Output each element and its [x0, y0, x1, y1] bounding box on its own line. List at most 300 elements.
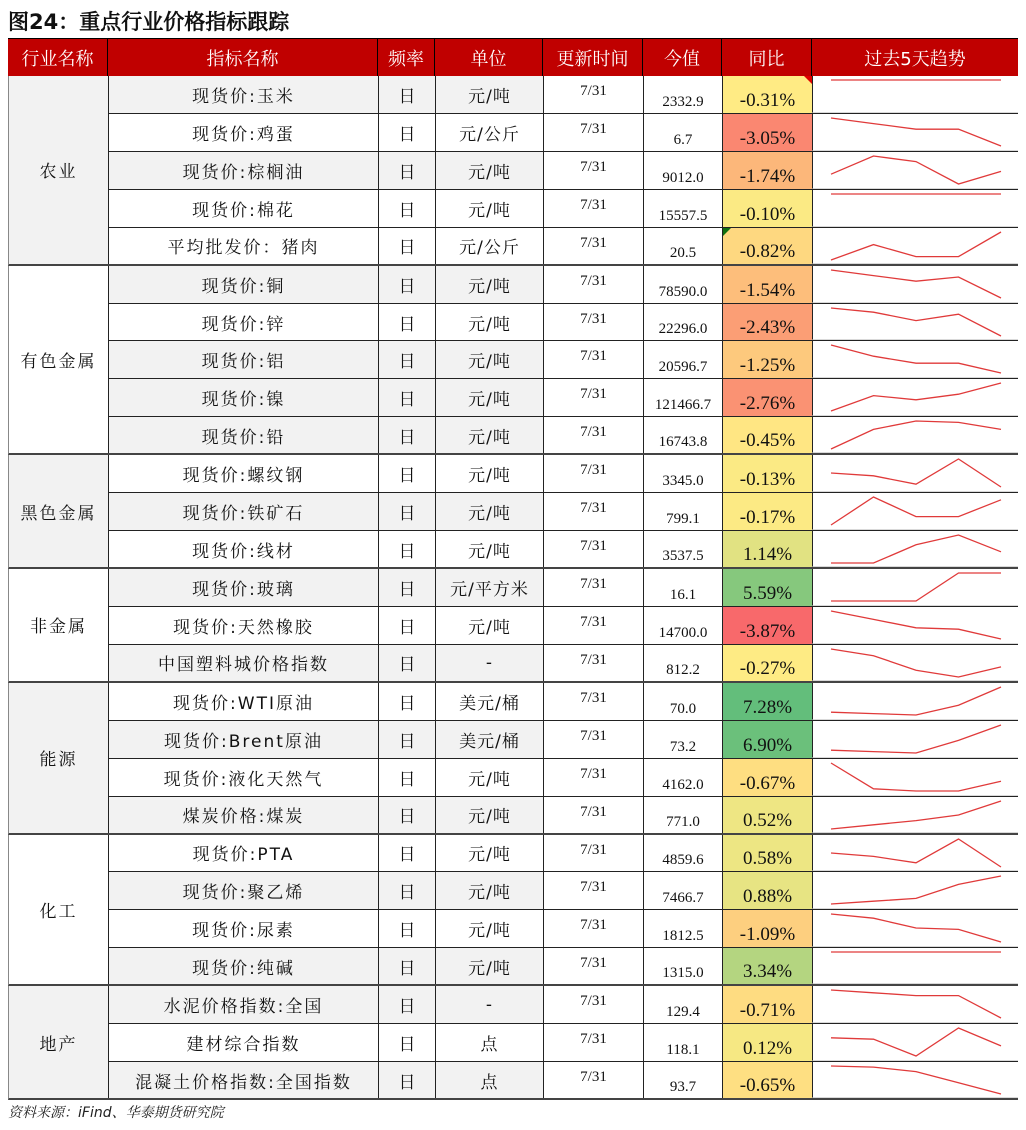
yoy-cell — [722, 986, 812, 1023]
update-time-cell: 7/31 — [543, 114, 643, 151]
sparkline-line — [831, 459, 1001, 487]
indicator-name: 中国塑料城价格指数 — [108, 645, 378, 681]
yoy-value: 0.88% — [742, 886, 793, 908]
update-time-cell: 7/31 — [543, 721, 643, 758]
header-frequency: 频率 — [378, 39, 435, 76]
current-value-cell: 4162.0 — [643, 759, 722, 796]
yoy-cell — [722, 759, 812, 796]
frequency-cell: 日 — [378, 872, 435, 909]
sparkline-line — [831, 535, 1001, 563]
trend-cell — [812, 76, 1018, 113]
update-time-cell: 7/31 — [543, 835, 643, 872]
update-time-cell: 7/31 — [543, 379, 643, 416]
indicator-name: 现货价:聚乙烯 — [108, 872, 378, 909]
indicator-name: 现货价:WTI原油 — [108, 683, 378, 720]
sparkline — [813, 797, 1019, 835]
update-time-cell: 7/31 — [543, 417, 643, 453]
yoy-cell — [722, 607, 812, 644]
frequency-cell: 日 — [378, 114, 435, 151]
table-row — [108, 455, 1018, 493]
yoy-cell — [722, 721, 812, 758]
update-time-cell: 7/31 — [543, 304, 643, 341]
yoy-cell — [722, 1062, 812, 1098]
sparkline — [813, 304, 1019, 342]
indicator-name: 现货价:玻璃 — [108, 569, 378, 606]
sparkline — [813, 455, 1019, 493]
yoy-value: -0.13% — [739, 469, 796, 491]
frequency-cell: 日 — [378, 569, 435, 606]
yoy-value: -0.67% — [739, 772, 796, 794]
update-time-cell: 7/31 — [543, 76, 643, 113]
indicator-name: 现货价:鸡蛋 — [108, 114, 378, 151]
yoy-cell — [722, 114, 812, 151]
current-value-cell: 2332.9 — [643, 76, 722, 113]
table-row — [108, 683, 1018, 721]
update-time-cell: 7/31 — [543, 759, 643, 796]
indicator-name: 现货价:液化天然气 — [108, 759, 378, 796]
update-time-cell: 7/31 — [543, 797, 643, 833]
sparkline-line — [831, 345, 1001, 373]
table-row — [108, 304, 1018, 342]
unit-cell: 元/吨 — [435, 872, 543, 909]
current-value-cell: 73.2 — [643, 721, 722, 758]
table-row — [108, 493, 1018, 531]
yoy-value: -0.82% — [739, 240, 796, 262]
sparkline-line — [831, 308, 1001, 336]
indicator-name: 现货价:螺纹钢 — [108, 455, 378, 492]
update-time-cell: 7/31 — [543, 455, 643, 492]
frequency-cell: 日 — [378, 683, 435, 720]
frequency-cell: 日 — [378, 759, 435, 796]
sparkline-line — [831, 497, 1001, 525]
update-time-cell: 7/31 — [543, 266, 643, 303]
frequency-cell: 日 — [378, 76, 435, 113]
sparkline — [813, 607, 1019, 645]
sparkline-line — [831, 725, 1001, 753]
sparkline — [813, 721, 1019, 759]
unit-cell: 美元/桶 — [435, 683, 543, 720]
sparkline — [813, 417, 1019, 455]
current-value-cell: 9012.0 — [643, 152, 722, 189]
yoy-value: 0.12% — [742, 1038, 793, 1060]
table-header — [8, 38, 1018, 76]
sparkline — [813, 114, 1019, 152]
indicator-name: 现货价:铜 — [108, 266, 378, 303]
table-row — [108, 1062, 1018, 1100]
yoy-value: -1.54% — [739, 279, 796, 301]
unit-cell: 元/吨 — [435, 607, 543, 644]
yoy-value: 6.90% — [742, 734, 793, 756]
current-value-cell: 6.7 — [643, 114, 722, 151]
yoy-value: 0.58% — [742, 848, 793, 870]
sparkline — [813, 986, 1019, 1024]
trend-cell — [812, 1062, 1018, 1098]
unit-cell: 元/吨 — [435, 379, 543, 416]
update-time-cell: 7/31 — [543, 683, 643, 720]
indicator-name: 现货价:PTA — [108, 835, 378, 872]
unit-cell: 元/吨 — [435, 531, 543, 567]
yoy-cell — [722, 417, 812, 453]
yoy-value: -2.43% — [739, 317, 796, 339]
sparkline — [813, 190, 1019, 228]
current-value-cell: 3537.5 — [643, 531, 722, 567]
yoy-value: -0.45% — [739, 430, 796, 452]
indicator-name: 现货价:尿素 — [108, 910, 378, 947]
sparkline-line — [831, 763, 1001, 791]
current-value-cell: 22296.0 — [643, 304, 722, 341]
table-row — [108, 759, 1018, 797]
current-value-cell: 15557.5 — [643, 190, 722, 227]
table-row — [108, 114, 1018, 152]
frequency-cell: 日 — [378, 1062, 435, 1098]
unit-cell: 美元/桶 — [435, 721, 543, 758]
update-time-cell: 7/31 — [543, 645, 643, 681]
indicator-name: 煤炭价格:煤炭 — [108, 797, 378, 833]
table-row — [108, 76, 1018, 114]
unit-cell: - — [435, 986, 543, 1023]
indicator-name: 现货价:棕榈油 — [108, 152, 378, 189]
table-row — [108, 986, 1018, 1024]
frequency-cell: 日 — [378, 379, 435, 416]
yoy-cell — [722, 304, 812, 341]
trend-cell — [812, 455, 1018, 492]
unit-cell: 元/吨 — [435, 910, 543, 947]
yoy-cell — [722, 569, 812, 606]
trend-cell — [812, 645, 1018, 681]
trend-cell — [812, 835, 1018, 872]
sparkline — [813, 683, 1019, 721]
sparkline — [813, 228, 1019, 266]
trend-cell — [812, 379, 1018, 416]
yoy-cell — [722, 835, 812, 872]
sparkline-line — [831, 232, 1001, 260]
yoy-cell — [722, 152, 812, 189]
yoy-cell — [722, 1024, 812, 1061]
yoy-cell — [722, 228, 812, 264]
trend-cell — [812, 531, 1018, 567]
sparkline — [813, 835, 1019, 873]
sparkline-line — [831, 914, 1001, 942]
table-row — [108, 190, 1018, 228]
yoy-value: 5.59% — [742, 582, 793, 604]
unit-cell: 元/吨 — [435, 759, 543, 796]
indicator-name: 现货价:镍 — [108, 379, 378, 416]
sparkline — [813, 76, 1019, 114]
trend-cell — [812, 721, 1018, 758]
trend-cell — [812, 948, 1018, 984]
current-value-cell: 70.0 — [643, 683, 722, 720]
yoy-value: -2.76% — [739, 393, 796, 415]
indicator-name: 现货价:纯碱 — [108, 948, 378, 984]
error-marker-icon — [723, 228, 731, 236]
current-value-cell: 1812.5 — [643, 910, 722, 947]
table-row — [108, 266, 1018, 304]
yoy-value: -1.74% — [739, 165, 796, 187]
unit-cell: 元/吨 — [435, 190, 543, 227]
update-time-cell: 7/31 — [543, 948, 643, 984]
trend-cell — [812, 341, 1018, 378]
indicator-name: 现货价:天然橡胶 — [108, 607, 378, 644]
sparkline-line — [831, 990, 1001, 1018]
sparkline-line — [831, 421, 1001, 449]
frequency-cell: 日 — [378, 1024, 435, 1061]
frequency-cell: 日 — [378, 645, 435, 681]
industry-cell: 地产 — [8, 986, 108, 1100]
yoy-cell — [722, 190, 812, 227]
yoy-cell — [722, 645, 812, 681]
yoy-value: -1.09% — [739, 924, 796, 946]
unit-cell: 元/吨 — [435, 417, 543, 453]
sparkline — [813, 379, 1019, 417]
current-value-cell: 4859.6 — [643, 835, 722, 872]
sparkline-line — [831, 156, 1001, 184]
yoy-cell — [722, 948, 812, 984]
current-value-cell: 3345.0 — [643, 455, 722, 492]
header-trend: 过去5天趋势 — [864, 48, 966, 70]
trend-cell — [812, 683, 1018, 720]
trend-cell — [812, 872, 1018, 909]
industry-cell: 农业 — [8, 76, 108, 266]
unit-cell: 元/吨 — [435, 304, 543, 341]
indicator-name: 现货价:铁矿石 — [108, 493, 378, 530]
current-value-cell: 20.5 — [643, 228, 722, 264]
table-row — [108, 531, 1018, 569]
current-value-cell: 78590.0 — [643, 266, 722, 303]
table-row — [108, 341, 1018, 379]
indicator-name: 混凝土价格指数:全国指数 — [108, 1062, 378, 1098]
table-row — [108, 872, 1018, 910]
yoy-cell — [722, 76, 812, 113]
update-time-cell: 7/31 — [543, 1024, 643, 1061]
current-value-cell: 812.2 — [643, 645, 722, 681]
sparkline — [813, 759, 1019, 797]
yoy-value: -0.10% — [739, 203, 796, 225]
sparkline-line — [831, 687, 1001, 715]
yoy-value: 3.34% — [742, 961, 793, 983]
indicator-table — [8, 38, 1018, 1100]
indicator-name: 现货价:铅 — [108, 417, 378, 453]
unit-cell: 元/吨 — [435, 948, 543, 984]
update-time-cell: 7/31 — [543, 493, 643, 530]
unit-cell: 元/平方米 — [435, 569, 543, 606]
frequency-cell: 日 — [378, 417, 435, 453]
current-value-cell: 771.0 — [643, 797, 722, 833]
table-body — [8, 76, 1018, 1100]
current-value-cell: 16743.8 — [643, 417, 722, 453]
unit-cell: 元/公斤 — [435, 114, 543, 151]
trend-cell — [812, 910, 1018, 947]
sparkline-line — [831, 383, 1001, 411]
yoy-cell — [722, 683, 812, 720]
unit-cell: - — [435, 645, 543, 681]
header-indicator: 指标名称 — [108, 39, 378, 76]
yoy-value: -0.17% — [739, 507, 796, 529]
update-time-cell: 7/31 — [543, 910, 643, 947]
sparkline — [813, 872, 1019, 910]
yoy-value: 7.28% — [742, 696, 793, 718]
sparkline-line — [831, 876, 1001, 904]
frequency-cell: 日 — [378, 948, 435, 984]
yoy-cell — [722, 379, 812, 416]
trend-cell — [812, 228, 1018, 264]
frequency-cell: 日 — [378, 986, 435, 1023]
frequency-cell: 日 — [378, 190, 435, 227]
yoy-value: -1.25% — [739, 355, 796, 377]
unit-cell: 元/吨 — [435, 341, 543, 378]
indicator-name: 平均批发价：猪肉 — [108, 228, 378, 264]
header-unit: 单位 — [435, 39, 543, 76]
current-value-cell: 129.4 — [643, 986, 722, 1023]
sparkline — [813, 645, 1019, 683]
header-yoy: 同比 — [722, 39, 812, 76]
indicator-name: 现货价:玉米 — [108, 76, 378, 113]
industry-cell: 化工 — [8, 835, 108, 987]
table-row — [108, 645, 1018, 683]
industry-cell: 非金属 — [8, 569, 108, 683]
unit-cell: 点 — [435, 1024, 543, 1061]
indicator-name: 现货价:棉花 — [108, 190, 378, 227]
trend-cell — [812, 986, 1018, 1023]
update-time-cell: 7/31 — [543, 1062, 643, 1098]
yoy-cell — [722, 910, 812, 947]
unit-cell: 元/吨 — [435, 266, 543, 303]
current-value-cell: 7466.7 — [643, 872, 722, 909]
table-row — [108, 152, 1018, 190]
table-row — [108, 417, 1018, 455]
yoy-value: 0.52% — [742, 809, 793, 831]
header-update-time: 更新时间 — [543, 39, 643, 76]
sparkline — [813, 910, 1019, 948]
trend-cell — [812, 152, 1018, 189]
indicator-name: 现货价:铝 — [108, 341, 378, 378]
sparkline — [813, 1062, 1019, 1100]
trend-cell — [812, 1024, 1018, 1061]
table-row — [108, 228, 1018, 266]
unit-cell: 元/吨 — [435, 76, 543, 113]
table-row — [108, 721, 1018, 759]
sparkline — [813, 531, 1019, 569]
update-time-cell: 7/31 — [543, 569, 643, 606]
update-time-cell: 7/31 — [543, 152, 643, 189]
yoy-value: -0.31% — [739, 89, 796, 111]
unit-cell: 元/吨 — [435, 835, 543, 872]
update-time-cell: 7/31 — [543, 986, 643, 1023]
yoy-value: -3.87% — [739, 620, 796, 642]
table-row — [108, 607, 1018, 645]
frequency-cell: 日 — [378, 797, 435, 833]
sparkline-line — [831, 1066, 1001, 1094]
current-value-cell: 20596.7 — [643, 341, 722, 378]
current-value-cell: 16.1 — [643, 569, 722, 606]
yoy-value: -0.27% — [739, 657, 796, 679]
yoy-value: -0.71% — [739, 1000, 796, 1022]
unit-cell: 元/吨 — [435, 455, 543, 492]
yoy-cell — [722, 872, 812, 909]
frequency-cell: 日 — [378, 493, 435, 530]
sparkline-line — [831, 801, 1001, 829]
yoy-cell — [722, 266, 812, 303]
sparkline — [813, 266, 1019, 304]
frequency-cell: 日 — [378, 152, 435, 189]
sparkline-line — [831, 573, 1001, 601]
unit-cell: 点 — [435, 1062, 543, 1098]
indicator-name: 现货价:线材 — [108, 531, 378, 567]
unit-cell: 元/吨 — [435, 152, 543, 189]
update-time-cell: 7/31 — [543, 228, 643, 264]
unit-cell: 元/公斤 — [435, 228, 543, 264]
update-time-cell: 7/31 — [543, 872, 643, 909]
current-value-cell: 121466.7 — [643, 379, 722, 416]
sparkline-line — [831, 649, 1001, 677]
unit-cell: 元/吨 — [435, 797, 543, 833]
table-row — [108, 1024, 1018, 1062]
yoy-cell — [722, 341, 812, 378]
sparkline — [813, 341, 1019, 379]
trend-cell — [812, 417, 1018, 453]
current-value-cell: 1315.0 — [643, 948, 722, 984]
update-time-cell: 7/31 — [543, 341, 643, 378]
indicator-name: 现货价:Brent原油 — [108, 721, 378, 758]
sparkline — [813, 569, 1019, 607]
indicator-name: 现货价:锌 — [108, 304, 378, 341]
industry-cell: 黑色金属 — [8, 455, 108, 569]
industry-cell: 有色金属 — [8, 266, 108, 456]
indicator-name: 水泥价格指数:全国 — [108, 986, 378, 1023]
source-note: 资料来源：iFind、华泰期货研究院 — [8, 1105, 224, 1121]
frequency-cell: 日 — [378, 910, 435, 947]
comment-marker-icon — [804, 76, 812, 84]
frequency-cell: 日 — [378, 835, 435, 872]
yoy-cell — [722, 493, 812, 530]
frequency-cell: 日 — [378, 607, 435, 644]
unit-cell: 元/吨 — [435, 493, 543, 530]
current-value-cell: 93.7 — [643, 1062, 722, 1098]
frequency-cell: 日 — [378, 341, 435, 378]
trend-cell — [812, 797, 1018, 833]
trend-cell — [812, 114, 1018, 151]
yoy-cell — [722, 531, 812, 567]
table-row — [108, 835, 1018, 873]
frequency-cell: 日 — [378, 531, 435, 567]
yoy-value: 1.14% — [742, 544, 793, 566]
yoy-cell — [722, 797, 812, 833]
frequency-cell: 日 — [378, 266, 435, 303]
sparkline — [813, 152, 1019, 190]
trend-cell — [812, 569, 1018, 606]
update-time-cell: 7/31 — [543, 190, 643, 227]
figure-title: 图24：重点行业价格指标跟踪 — [8, 10, 290, 34]
trend-cell — [812, 493, 1018, 530]
frequency-cell: 日 — [378, 304, 435, 341]
sparkline-line — [831, 611, 1001, 639]
trend-cell — [812, 607, 1018, 644]
sparkline-line — [831, 118, 1001, 146]
table-row — [108, 948, 1018, 986]
current-value-cell: 799.1 — [643, 493, 722, 530]
sparkline — [813, 948, 1019, 986]
current-value-cell: 118.1 — [643, 1024, 722, 1061]
frequency-cell: 日 — [378, 721, 435, 758]
sparkline-line — [831, 1028, 1001, 1056]
trend-cell — [812, 759, 1018, 796]
sparkline-line — [831, 270, 1001, 298]
sparkline — [813, 1024, 1019, 1062]
frequency-cell: 日 — [378, 455, 435, 492]
table-row — [108, 379, 1018, 417]
trend-cell — [812, 190, 1018, 227]
update-time-cell: 7/31 — [543, 531, 643, 567]
frequency-cell: 日 — [378, 228, 435, 264]
